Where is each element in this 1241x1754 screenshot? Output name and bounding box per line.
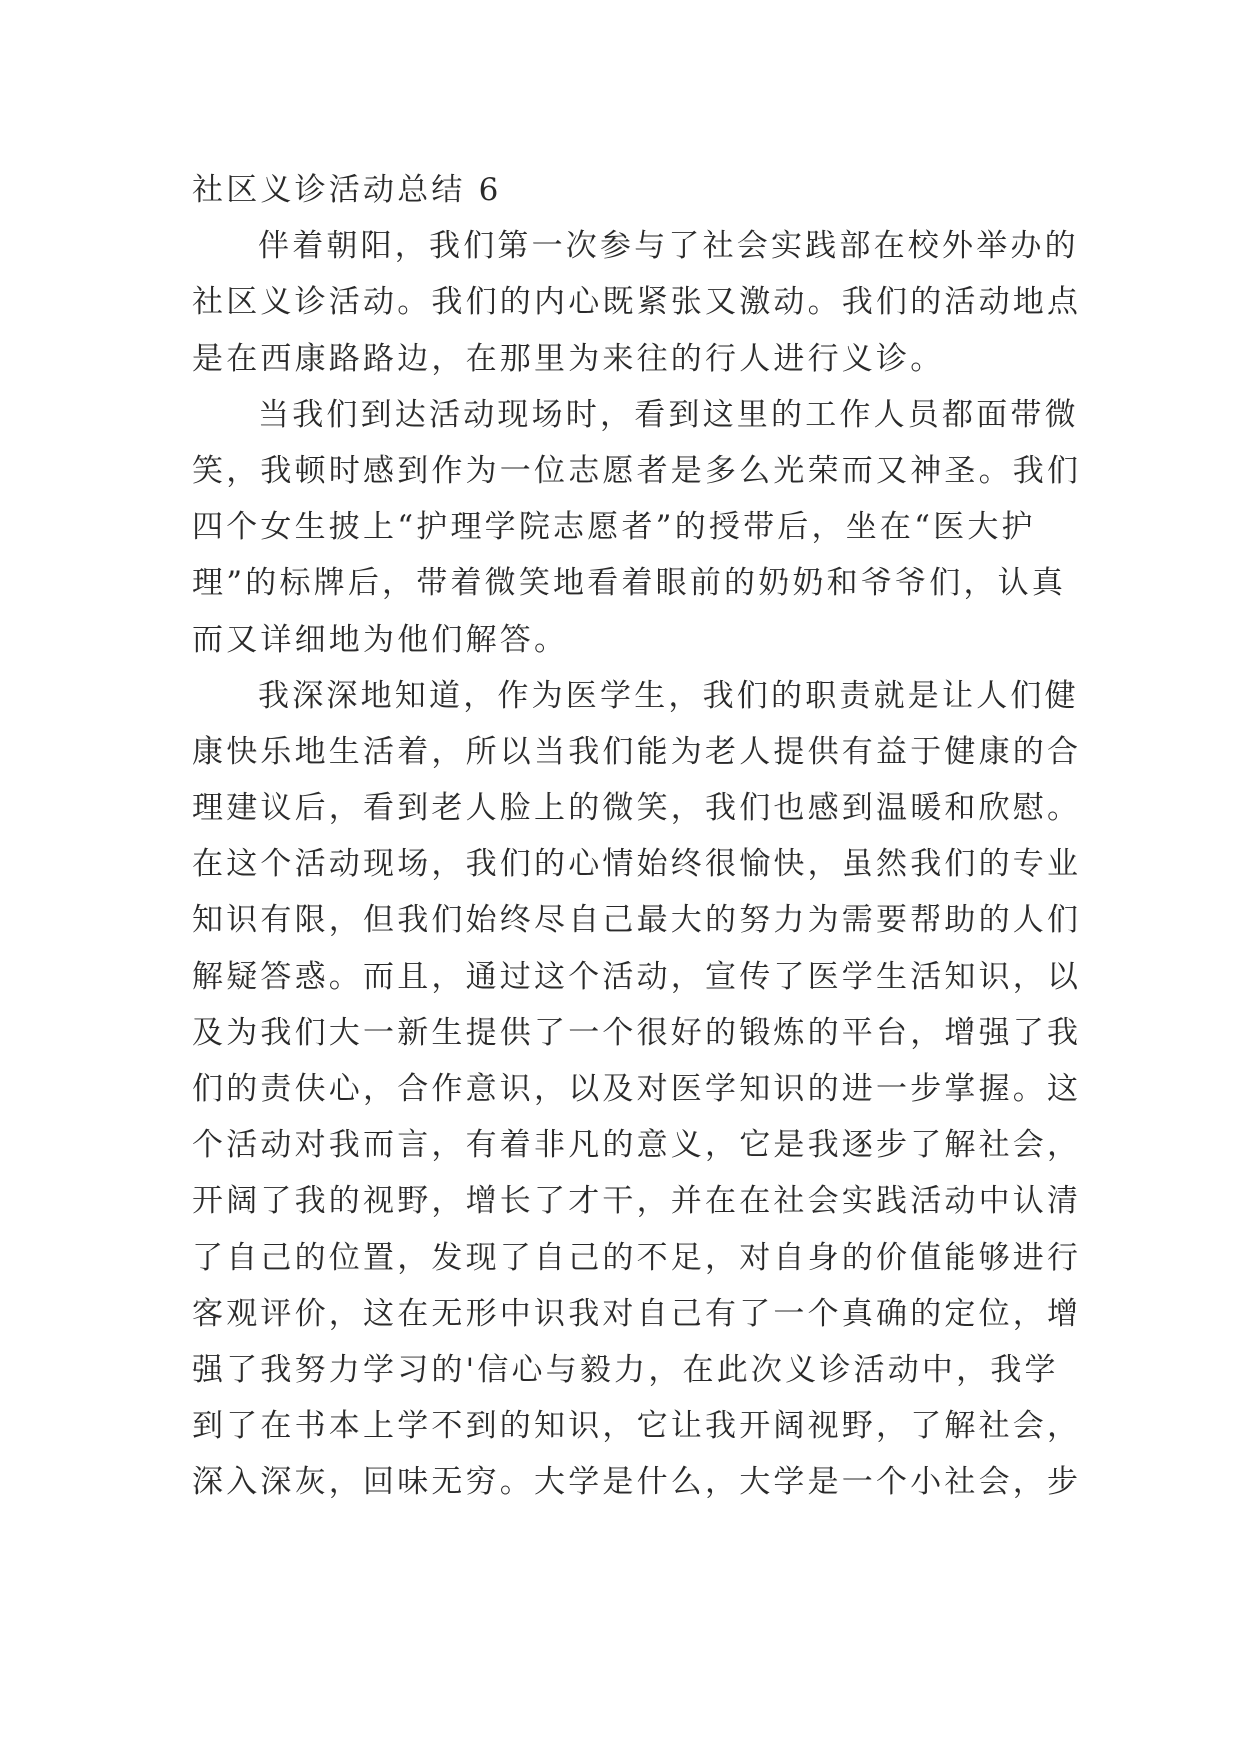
paragraph-3-line-5: 知识有限，但我们始终尽自己最大的努力为需要帮助的人们 <box>192 902 1082 939</box>
paragraph-3-line-15: 深入深灰，回味无穷。大学是什么，大学是一个小社会，步 <box>192 1464 1082 1501</box>
paragraph-3-line-9: 个活动对我而言，有着非凡的意义，它是我逐步了解社会， <box>192 1127 1082 1164</box>
paragraph-3-line-7: 及为我们大一新生提供了一个很好的锻炼的平台，增强了我 <box>192 1014 1082 1051</box>
paragraph-2-line-5: 而又详细地为他们解答。 <box>192 621 569 658</box>
paragraph-3-line-12: 客观评价，这在无形中识我对自己有了一个真确的定位，增 <box>192 1295 1082 1332</box>
paragraph-1-line-1: 伴着朝阳，我们第一次参与了社会实践部在校外举办的 <box>258 228 1079 265</box>
paragraph-2-line-4: 理”的标牌后，带着微笑地看着眼前的奶奶和爷爷们，认真 <box>192 565 1067 602</box>
paragraph-3-line-14: 到了在书本上学不到的知识，它让我开阔视野，了解社会， <box>192 1408 1082 1445</box>
paragraph-3-line-8: 们的责伕心，合作意识，以及对医学知识的进一步掌握。这 <box>192 1071 1082 1107</box>
paragraph-3-line-10: 开阔了我的视野，增长了才干，并在在社会实践活动中认清 <box>192 1183 1082 1220</box>
document-body <box>192 162 1082 1511</box>
paragraph-2-line-2: 笑，我顿时感到作为一位志愿者是多么光荣而又神圣。我们 <box>192 452 1082 489</box>
paragraph-2-line-3: 四个女生披上“护理学院志愿者”的授带后，坐在“医大护 <box>192 509 1036 546</box>
paragraph-3-line-13: 强了我努力学习的'信心与毅力，在此次义诊活动中，我学 <box>192 1351 1059 1388</box>
paragraph-3-line-4: 在这个活动现场，我们的心情始终很愉快，虽然我们的专业 <box>192 846 1082 883</box>
paragraph-3-line-1: 我深深地知道，作为医学生，我们的职责就是让人们健 <box>258 677 1079 714</box>
paragraph-3-line-3: 理建议后，看到老人脸上的微笑，我们也感到温暖和欣慰。 <box>192 790 1082 827</box>
paragraph-3-line-6: 解疑答惑。而且，通过这个活动，宣传了医学生活知识，以 <box>192 958 1082 995</box>
document-title: 社区义诊活动总结 6 <box>192 172 502 208</box>
paragraph-2-line-1: 当我们到达活动现场时，看到这里的工作人员都面带微 <box>258 396 1079 433</box>
paragraph-1-line-2: 社区义诊活动。我们的内心既紧张又激动。我们的活动地点 <box>192 284 1082 321</box>
paragraph-3-line-2: 康快乐地生活着，所以当我们能为老人提供有益于健康的合 <box>192 733 1082 770</box>
paragraph-3-line-11: 了自己的位置，发现了自己的不足，对自身的价值能够进行 <box>192 1239 1082 1276</box>
paragraph-1-line-3: 是在西康路路边，在那里为来往的行人进行义诊。 <box>192 340 945 377</box>
